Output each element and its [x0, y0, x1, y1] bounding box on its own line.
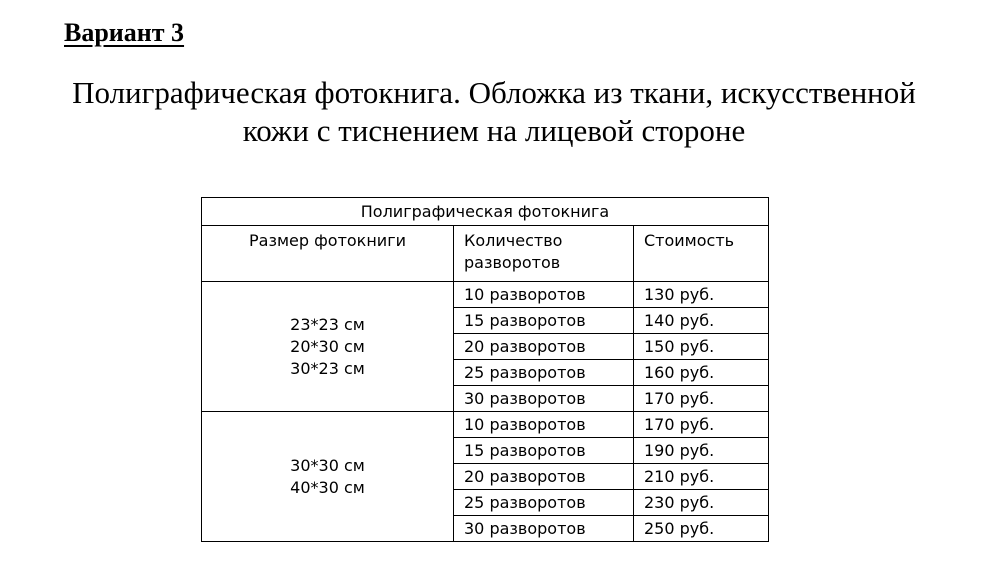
variant-title: Вариант 3	[64, 18, 185, 47]
spread-count-cell: 15 разворотов	[454, 308, 634, 334]
price-table-body	[202, 198, 769, 542]
header-size: Размер фотокниги	[202, 226, 454, 282]
spread-count-cell: 20 разворотов	[454, 464, 634, 490]
spread-count-cell: 10 разворотов	[454, 412, 634, 438]
header-count: Количество разворотов	[454, 226, 634, 282]
table-row	[202, 282, 769, 308]
header-cost: Стоимость	[634, 226, 769, 282]
size-value: 40*30 см	[290, 477, 365, 497]
size-group-cell	[202, 282, 454, 412]
price-cell: 160 руб.	[634, 360, 769, 386]
size-value: 30*30 см	[290, 455, 365, 475]
heading-line-2: кожи с тиснением на лицевой стороне	[242, 113, 746, 148]
price-cell: 170 руб.	[634, 412, 769, 438]
price-table	[201, 197, 769, 542]
spread-count-cell: 30 разворотов	[454, 516, 634, 542]
table-caption: Полиграфическая фотокнига	[202, 198, 769, 226]
spread-count-cell: 25 разворотов	[454, 490, 634, 516]
table-caption-row	[202, 198, 769, 226]
heading-line-1: Полиграфическая фотокнига. Обложка из ткани, искусственной	[72, 75, 916, 110]
spread-count-cell: 20 разворотов	[454, 334, 634, 360]
price-cell: 140 руб.	[634, 308, 769, 334]
size-group-cell	[202, 412, 454, 542]
size-value: 23*23 см	[290, 314, 365, 334]
price-cell: 230 руб.	[634, 490, 769, 516]
size-value: 30*23 см	[290, 358, 365, 378]
price-cell: 130 руб.	[634, 282, 769, 308]
document-heading	[0, 74, 988, 150]
spread-count-cell: 15 разворотов	[454, 438, 634, 464]
price-cell: 250 руб.	[634, 516, 769, 542]
price-cell: 190 руб.	[634, 438, 769, 464]
price-cell: 150 руб.	[634, 334, 769, 360]
spread-count-cell: 10 разворотов	[454, 282, 634, 308]
table-row	[202, 412, 769, 438]
table-header-row	[202, 226, 769, 282]
spread-count-cell: 25 разворотов	[454, 360, 634, 386]
price-cell: 170 руб.	[634, 386, 769, 412]
size-value: 20*30 см	[290, 336, 365, 356]
spread-count-cell: 30 разворотов	[454, 386, 634, 412]
price-cell: 210 руб.	[634, 464, 769, 490]
